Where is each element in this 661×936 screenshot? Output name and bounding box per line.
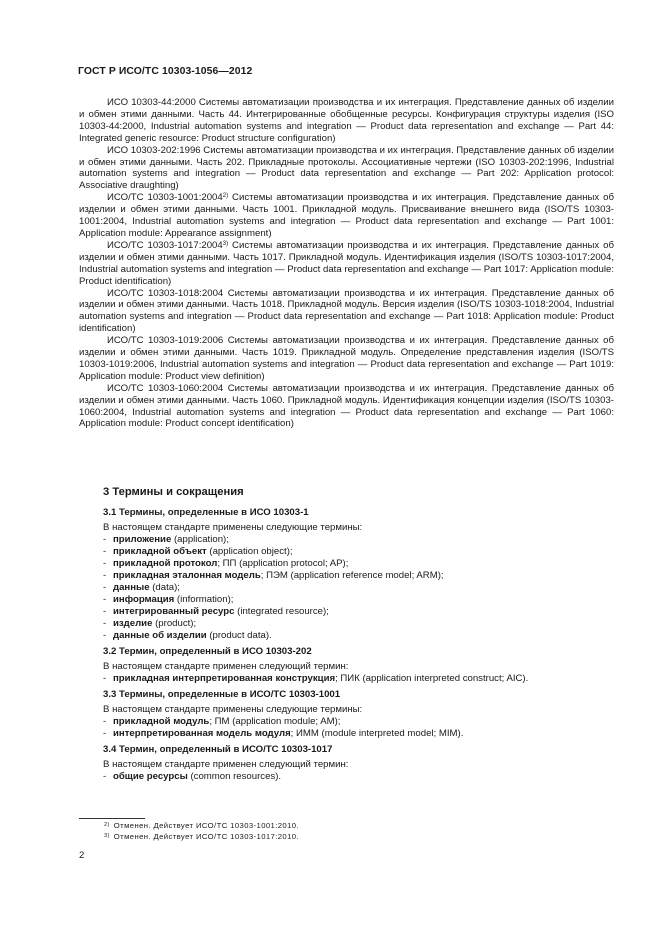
list-dash: - <box>103 618 107 629</box>
term-item <box>103 570 614 582</box>
subsection-intro: В настоящем стандарте применены следующие термины: <box>103 704 363 715</box>
list-dash: - <box>103 546 107 557</box>
term: данные <box>113 582 150 593</box>
normative-references <box>79 97 614 430</box>
reference-item <box>79 288 614 336</box>
list-dash: - <box>103 673 107 684</box>
term: прикладной протокол <box>113 558 218 569</box>
list-dash: - <box>103 728 107 739</box>
term-item <box>103 728 614 740</box>
term-item <box>103 606 614 618</box>
term-item <box>103 582 614 594</box>
footnotes <box>104 820 299 842</box>
page-number: 2 <box>79 850 85 861</box>
footnote-number: 2) <box>104 822 110 828</box>
term-rest: (common resources). <box>187 771 282 782</box>
term-rest: ; ПЭМ (application reference model; ARM); <box>260 570 444 581</box>
term-item <box>103 771 614 783</box>
footnote <box>104 831 299 842</box>
term-rest: ; ИММ (module interpreted model; MIM). <box>290 728 464 739</box>
subsection-intro: В настоящем стандарте применен следующий термин: <box>103 759 349 770</box>
term-item <box>103 716 614 728</box>
term-rest: (application object); <box>206 546 293 557</box>
term-rest: ; ПП (application protocol; AP); <box>217 558 349 569</box>
term-rest: (data); <box>149 582 180 593</box>
footnote-text: Отменен. Действует ИСО/ТС 10303-1001:2010. <box>113 821 299 830</box>
footnote-mark[interactable]: 2) <box>222 193 229 200</box>
reference-text: ИСО 10303-202:1996 Системы автоматизации производства и их интеграция. Представление данных об изделии и обмен этими данными. Часть 202. Прикладные протоколы. Ассоциативные чертежи (ISO 10303-202:1996, Industrial automation systems and integration — Product data representation and exchange — Part 202: Application protocol: Associative draughting) <box>79 144 614 192</box>
subsection-intro: В настоящем стандарте применены следующие термины: <box>103 522 363 533</box>
list-dash: - <box>103 606 107 617</box>
term-item <box>103 546 614 558</box>
term-rest: (application); <box>171 534 229 545</box>
reference-code: ИСО/ТС 10303-1017:2004 <box>107 239 223 251</box>
term-item <box>103 594 614 606</box>
footnote-mark[interactable]: 3) <box>222 240 229 247</box>
term-rest: ; ПМ (application module; AM); <box>209 716 341 727</box>
reference-text: Системы автоматизации производства и их интеграция. Представление данных об изделии и обмен этими данными. Часть 1017. Прикладной модуль. Идентификация изделия (ISO/TS 10303-1017:2004, Industrial automation systems and integration — Product data representation and exchange — Part 1017: Application module: Product identification) <box>79 239 614 287</box>
term: интегрированный ресурс <box>113 606 235 617</box>
term: интерпретированная модель модуля <box>113 728 291 739</box>
term-rest: (information); <box>174 594 234 605</box>
term-item <box>103 534 614 546</box>
term-item <box>103 673 614 685</box>
list-dash: - <box>103 630 107 641</box>
subsection-title: 3.3 Термины, определенные в ИСО/ТС 10303-1001 <box>103 689 341 700</box>
reference-text: ИСО 10303-44:2000 Системы автоматизации производства и их интеграция. Представление данных об изделии и обмен этими данными. Часть 44. Интегрированные обобщенные ресурсы. Конфигурация структуры изделия (ISO 10303-44:2000, Industrial automation systems and integration — Product data representation and exchange — Part 44: Integrated generic resource: Product structure configuration) <box>79 97 614 144</box>
reference-item <box>79 383 614 431</box>
term-rest: (product); <box>152 618 197 629</box>
term: общие ресурсы <box>113 771 188 782</box>
term: прикладная эталонная модель <box>113 570 261 581</box>
list-dash: - <box>103 594 107 605</box>
term: прикладная интерпретированная конструкция <box>113 673 336 684</box>
reference-item <box>79 335 614 383</box>
section-title: 3 Термины и сокращения <box>103 486 244 498</box>
subsection-title: 3.2 Термин, определенный в ИСО 10303-202 <box>103 646 312 657</box>
term-item <box>103 618 614 630</box>
page-header: ГОСТ Р ИСО/ТС 10303-1056—2012 <box>78 66 253 77</box>
reference-item <box>79 240 614 288</box>
reference-item <box>79 97 614 145</box>
term-item <box>103 630 614 642</box>
term: приложение <box>113 534 172 545</box>
term-rest: (product data). <box>206 630 272 641</box>
list-dash: - <box>103 558 107 569</box>
list-dash: - <box>103 534 107 545</box>
list-dash: - <box>103 771 107 782</box>
footnote-divider <box>79 818 145 819</box>
subsection-intro: В настоящем стандарте применен следующий термин: <box>103 661 349 672</box>
footnote <box>104 820 299 831</box>
reference-code: ИСО/ТС 10303-1001:2004 <box>107 192 223 204</box>
section-terms <box>79 486 614 783</box>
footnote-number: 3) <box>104 833 110 839</box>
term: прикладной объект <box>113 546 207 557</box>
term-rest: (integrated resource); <box>234 606 329 617</box>
reference-item <box>79 192 614 240</box>
list-dash: - <box>103 716 107 727</box>
reference-text: ИСО/ТС 10303-1019:2006 Системы автоматизации производства и их интеграция. Представление данных об изделии и обмен этими данными. Часть 1019. Прикладной модуль. Определение представления изделия (ISO/TS 10303-1019:2006, Industrial automation systems and integration — Product data representation and exchange — Part 1019: Application module: Product view definition) <box>79 335 614 382</box>
subsection-title: 3.4 Термин, определенный в ИСО/ТС 10303-1017 <box>103 744 333 755</box>
reference-text: ИСО/ТС 10303-1018:2004 Системы автоматизации производства и их интеграция. Представление данных об изделии и обмен этими данными. Часть 1018. Прикладной модуль. Версия изделия (ISO/TS 10303-1018:2004, Industrial automation systems and integration — Product data representation and exchange — Part 1018: Application module: Product identification) <box>79 287 614 335</box>
term: изделие <box>113 618 153 629</box>
term: данные об изделии <box>113 630 207 641</box>
reference-item <box>79 145 614 193</box>
term-rest: ; ПИК (application interpreted construct; AIC). <box>335 673 529 684</box>
footnote-text: Отменен. Действует ИСО/ТС 10303-1017:2010. <box>113 832 299 841</box>
term: информация <box>113 594 175 605</box>
reference-text: ИСО/ТС 10303-1060:2004 Системы автоматизации производства и их интеграция. Представление данных об изделии и обмен этими данными. Часть 1060. Прикладной модуль. Идентификация концепции изделия (ISO/TS 10303-1060:2004, Industrial automation systems and integration — Product data representation and exchange — Part 1060: Application module: Product concept identification) <box>79 382 614 430</box>
subsection-title: 3.1 Термины, определенные в ИСО 10303-1 <box>103 507 309 518</box>
list-dash: - <box>103 582 107 593</box>
list-dash: - <box>103 570 107 581</box>
reference-text: Системы автоматизации производства и их интеграция. Представление данных об изделии и обмен этими данными. Часть 1001. Прикладной модуль. Присваивание внешнего вида (ISO/TS 10303-1001:2004, Industrial automation systems and integration — Product data representation and exchange — Part 1001: Application module: Appearance assignment) <box>79 192 614 239</box>
term-item <box>103 558 614 570</box>
term: прикладной модуль <box>113 716 210 727</box>
